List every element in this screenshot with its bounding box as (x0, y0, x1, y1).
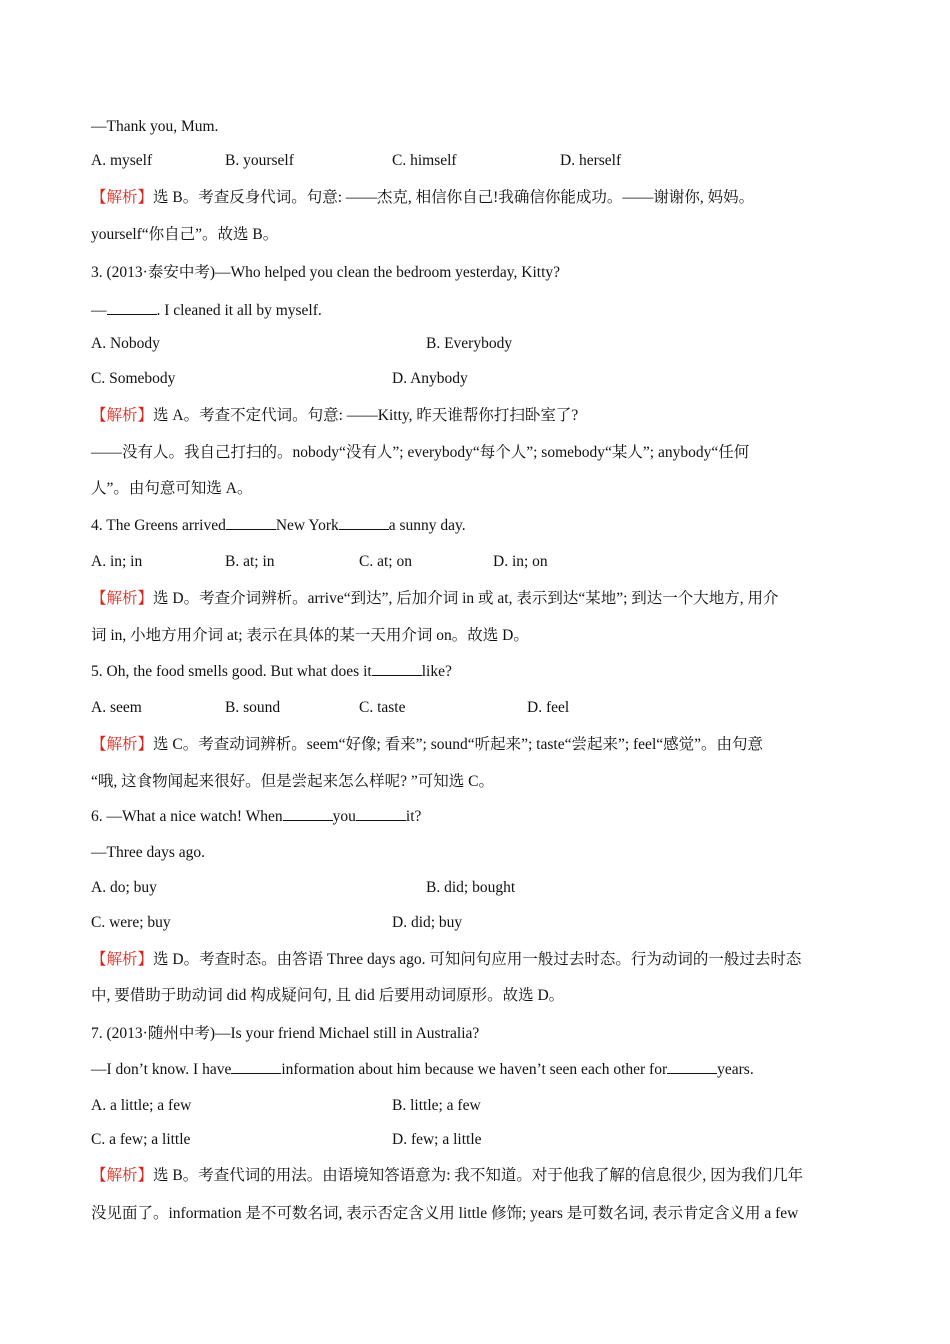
stem-part: it? (405, 808, 422, 825)
q4-analysis (91, 589, 779, 609)
reply-part: information about him because we haven’t seen each other for (281, 1061, 668, 1078)
q5-option-c: C. taste (359, 699, 406, 716)
q4-analysis-line2: 词 in, 小地方用介词 at; 表示在具体的某一天用介词 on。故选 D。 (91, 627, 529, 644)
q3-option-d: D. Anybody (392, 370, 468, 387)
analysis-text: 选 D。考查介词辨析。arrive“到达”, 后加介词 in 或 at, 表示到达“某地”; 到达一个大地方, 用介 (153, 590, 779, 607)
q7-option-d: D. few; a little (392, 1131, 482, 1148)
q2-option-c: C. himself (392, 152, 457, 169)
q3-analysis-line3: 人”。由句意可知选 A。 (91, 480, 253, 497)
answer-blank (339, 515, 389, 530)
q4-option-b: B. at; in (225, 553, 275, 570)
reply-suffix: . I cleaned it all by myself. (156, 302, 322, 319)
stem-part: a sunny day. (388, 517, 466, 534)
stem-part: 4. The Greens arrived (91, 517, 226, 534)
q5-option-d: D. feel (527, 699, 570, 716)
q5-analysis (91, 735, 763, 755)
answer-blank (356, 806, 406, 821)
analysis-tag: 【解析】 (91, 590, 154, 607)
q6-analysis (91, 950, 801, 970)
stem-part: 6. —What a nice watch! When (91, 808, 283, 825)
analysis-tag: 【解析】 (91, 189, 154, 206)
q3-option-b: B. Everybody (426, 335, 513, 352)
q3-reply (91, 300, 322, 321)
q7-stem: 7. (2013·随州中考)—Is your friend Michael still in Australia? (91, 1025, 480, 1042)
q7-reply (91, 1059, 754, 1080)
reply-prefix: — (91, 302, 107, 319)
q3-option-c: C. Somebody (91, 370, 176, 387)
q3-option-a: A. Nobody (91, 335, 160, 352)
q6-option-d: D. did; buy (392, 914, 463, 931)
q7-option-c: C. a few; a little (91, 1131, 191, 1148)
reply-part: years. (717, 1061, 754, 1078)
analysis-tag: 【解析】 (91, 736, 154, 753)
q6-option-b: B. did; bought (426, 879, 516, 896)
q3-analysis-line2: ——没有人。我自己打扫的。nobody“没有人”; everybody“每个人”; somebody“某人”; anybody“任何 (91, 444, 750, 461)
q2-reply: —Thank you, Mum. (91, 118, 219, 135)
q2-analysis (91, 188, 754, 208)
q4-option-c: C. at; on (359, 553, 412, 570)
q2-option-d: D. herself (560, 152, 622, 169)
answer-blank (372, 661, 422, 676)
answer-blank (226, 515, 276, 530)
q3-stem: 3. (2013·泰安中考)—Who helped you clean the bedroom yesterday, Kitty? (91, 264, 561, 281)
analysis-text: 选 C。考查动词辨析。seem“好像; 看来”; sound“听起来”; taste“尝起来”; feel“感觉”。由句意 (153, 736, 764, 753)
stem-part: New York (275, 517, 339, 534)
q2-analysis-line2: yourself“你自己”。故选 B。 (91, 226, 279, 243)
q4-option-a: A. in; in (91, 553, 143, 570)
q7-option-b: B. little; a few (392, 1097, 481, 1114)
analysis-text: 选 D。考查时态。由答语 Three days ago. 可知问句应用一般过去时态。行为动词的一般过去时态 (153, 951, 802, 968)
q5-stem (91, 661, 452, 682)
q4-option-d: D. in; on (493, 553, 548, 570)
analysis-text: 选 A。考查不定代词。句意: ——Kitty, 昨天谁帮你打扫卧室了? (153, 407, 579, 424)
q7-option-a: A. a little; a few (91, 1097, 192, 1114)
analysis-text: 选 B。考查反身代词。句意: ——杰克, 相信你自己!我确信你能成功。——谢谢你, 妈妈。 (153, 189, 755, 206)
q5-option-b: B. sound (225, 699, 281, 716)
q6-analysis-line2: 中, 要借助于助动词 did 构成疑问句, 且 did 后要用动词原形。故选 D。 (91, 987, 565, 1004)
analysis-tag: 【解析】 (91, 1167, 154, 1184)
q2-option-b: B. yourself (225, 152, 294, 169)
q7-analysis (91, 1166, 803, 1186)
q3-analysis (91, 406, 578, 426)
answer-blank (107, 300, 157, 315)
q5-option-a: A. seem (91, 699, 142, 716)
stem-part: like? (421, 663, 452, 680)
answer-blank (667, 1059, 717, 1074)
answer-blank (231, 1059, 281, 1074)
q6-stem (91, 806, 421, 827)
analysis-text: 选 B。考查代词的用法。由语境知答语意为: 我不知道。对于他我了解的信息很少, 因为我们几年 (153, 1167, 804, 1184)
q4-stem (91, 515, 466, 536)
q2-option-a: A. myself (91, 152, 153, 169)
q6-reply: —Three days ago. (91, 844, 206, 861)
q5-analysis-line2: “哦, 这食物闻起来很好。但是尝起来怎么样呢? ”可知选 C。 (91, 773, 494, 790)
q6-option-a: A. do; buy (91, 879, 157, 896)
q6-option-c: C. were; buy (91, 914, 171, 931)
stem-part: 5. Oh, the food smells good. But what does it (91, 663, 372, 680)
analysis-tag: 【解析】 (91, 407, 154, 424)
analysis-tag: 【解析】 (91, 951, 154, 968)
stem-part: you (332, 808, 356, 825)
answer-blank (283, 806, 333, 821)
reply-part: —I don’t know. I have (91, 1061, 232, 1078)
q7-analysis-line2: 没见面了。information 是不可数名词, 表示否定含义用 little 修饰; years 是可数名词, 表示肯定含义用 a few (91, 1205, 799, 1222)
